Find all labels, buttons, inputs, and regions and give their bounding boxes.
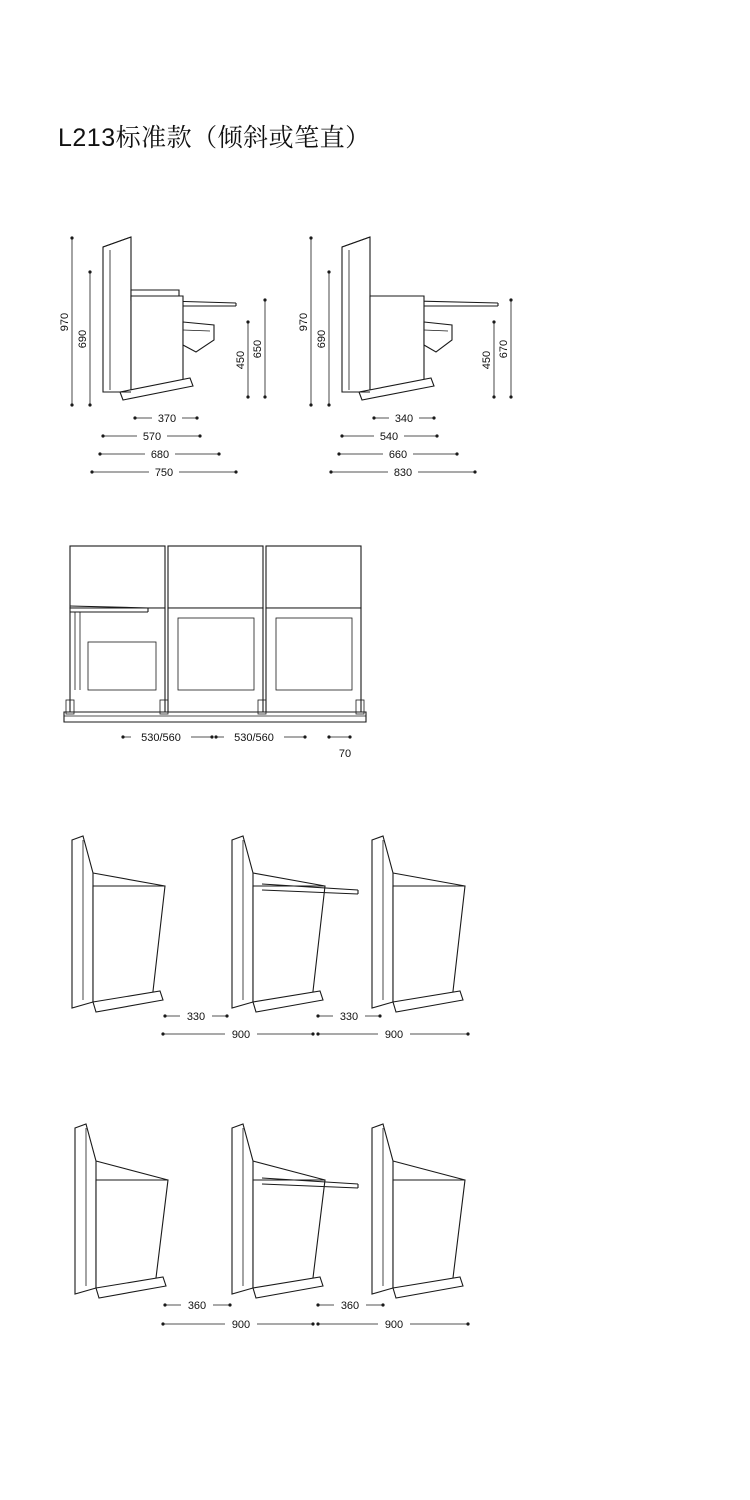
- dim-450-left: [235, 322, 248, 397]
- dim-label: 900: [384, 1029, 404, 1041]
- dim-label: 330: [186, 1011, 206, 1023]
- dim-label: 70: [338, 748, 352, 760]
- dim-680-left: [100, 447, 219, 461]
- dim-label: 450: [481, 350, 493, 370]
- view-top-330: [72, 836, 468, 1041]
- dim-830-right: [331, 465, 475, 479]
- dim-450-right: [481, 322, 494, 397]
- dim-label: 690: [77, 329, 89, 349]
- dim-370-left: [135, 411, 197, 425]
- view-side-straight: [298, 237, 511, 479]
- dim-label: 750: [154, 467, 174, 479]
- dim-label: 330: [339, 1011, 359, 1023]
- dim-690-left: [77, 272, 90, 405]
- dim-label: 830: [393, 467, 413, 479]
- dim-label: 530/560: [234, 732, 274, 744]
- dim-340-right: [374, 411, 434, 425]
- dim-330-b: [318, 1009, 380, 1023]
- dim-660-right: [339, 447, 457, 461]
- dim-label: 360: [187, 1300, 207, 1312]
- dim-label: 680: [150, 449, 170, 461]
- dim-label: 340: [394, 413, 414, 425]
- dim-label: 570: [142, 431, 162, 443]
- dim-900-a: [163, 1027, 313, 1041]
- dim-530-560-b: [216, 730, 305, 744]
- dim-label: 690: [316, 329, 328, 349]
- dim-970-left: [59, 238, 72, 405]
- dim-750-left: [92, 465, 236, 479]
- dim-label: 900: [231, 1029, 251, 1041]
- dim-360-a: [165, 1298, 230, 1312]
- dim-570-left: [103, 429, 200, 443]
- dim-900-b: [318, 1027, 468, 1041]
- dim-690-right: [316, 272, 329, 405]
- view-top-360: [75, 1124, 468, 1331]
- dim-label: 450: [235, 350, 247, 370]
- dim-650-left: [252, 300, 265, 397]
- dim-970-right: [298, 238, 311, 405]
- dim-label: 360: [340, 1300, 360, 1312]
- dim-label: 970: [298, 312, 310, 332]
- dim-530-560-a: [123, 730, 212, 744]
- dim-540-right: [342, 429, 437, 443]
- dim-360-b: [318, 1298, 383, 1312]
- page-title: L213标准款（倾斜或笔直）: [58, 124, 371, 152]
- dim-label: 530/560: [141, 732, 181, 744]
- dim-330-a: [165, 1009, 227, 1023]
- dim-label: 650: [252, 339, 264, 359]
- dim-label: 900: [231, 1319, 251, 1331]
- dim-label: 900: [384, 1319, 404, 1331]
- dim-670-right: [498, 300, 511, 397]
- dim-label: 670: [498, 339, 510, 359]
- view-side-inclined: [59, 237, 265, 479]
- dim-900-d: [318, 1317, 468, 1331]
- view-front-row: [64, 546, 366, 760]
- dim-label: 540: [379, 431, 399, 443]
- dim-70: [329, 737, 351, 760]
- dim-900-c: [163, 1317, 313, 1331]
- dim-label: 370: [157, 413, 177, 425]
- dim-label: 660: [388, 449, 408, 461]
- dim-label: 970: [59, 312, 71, 332]
